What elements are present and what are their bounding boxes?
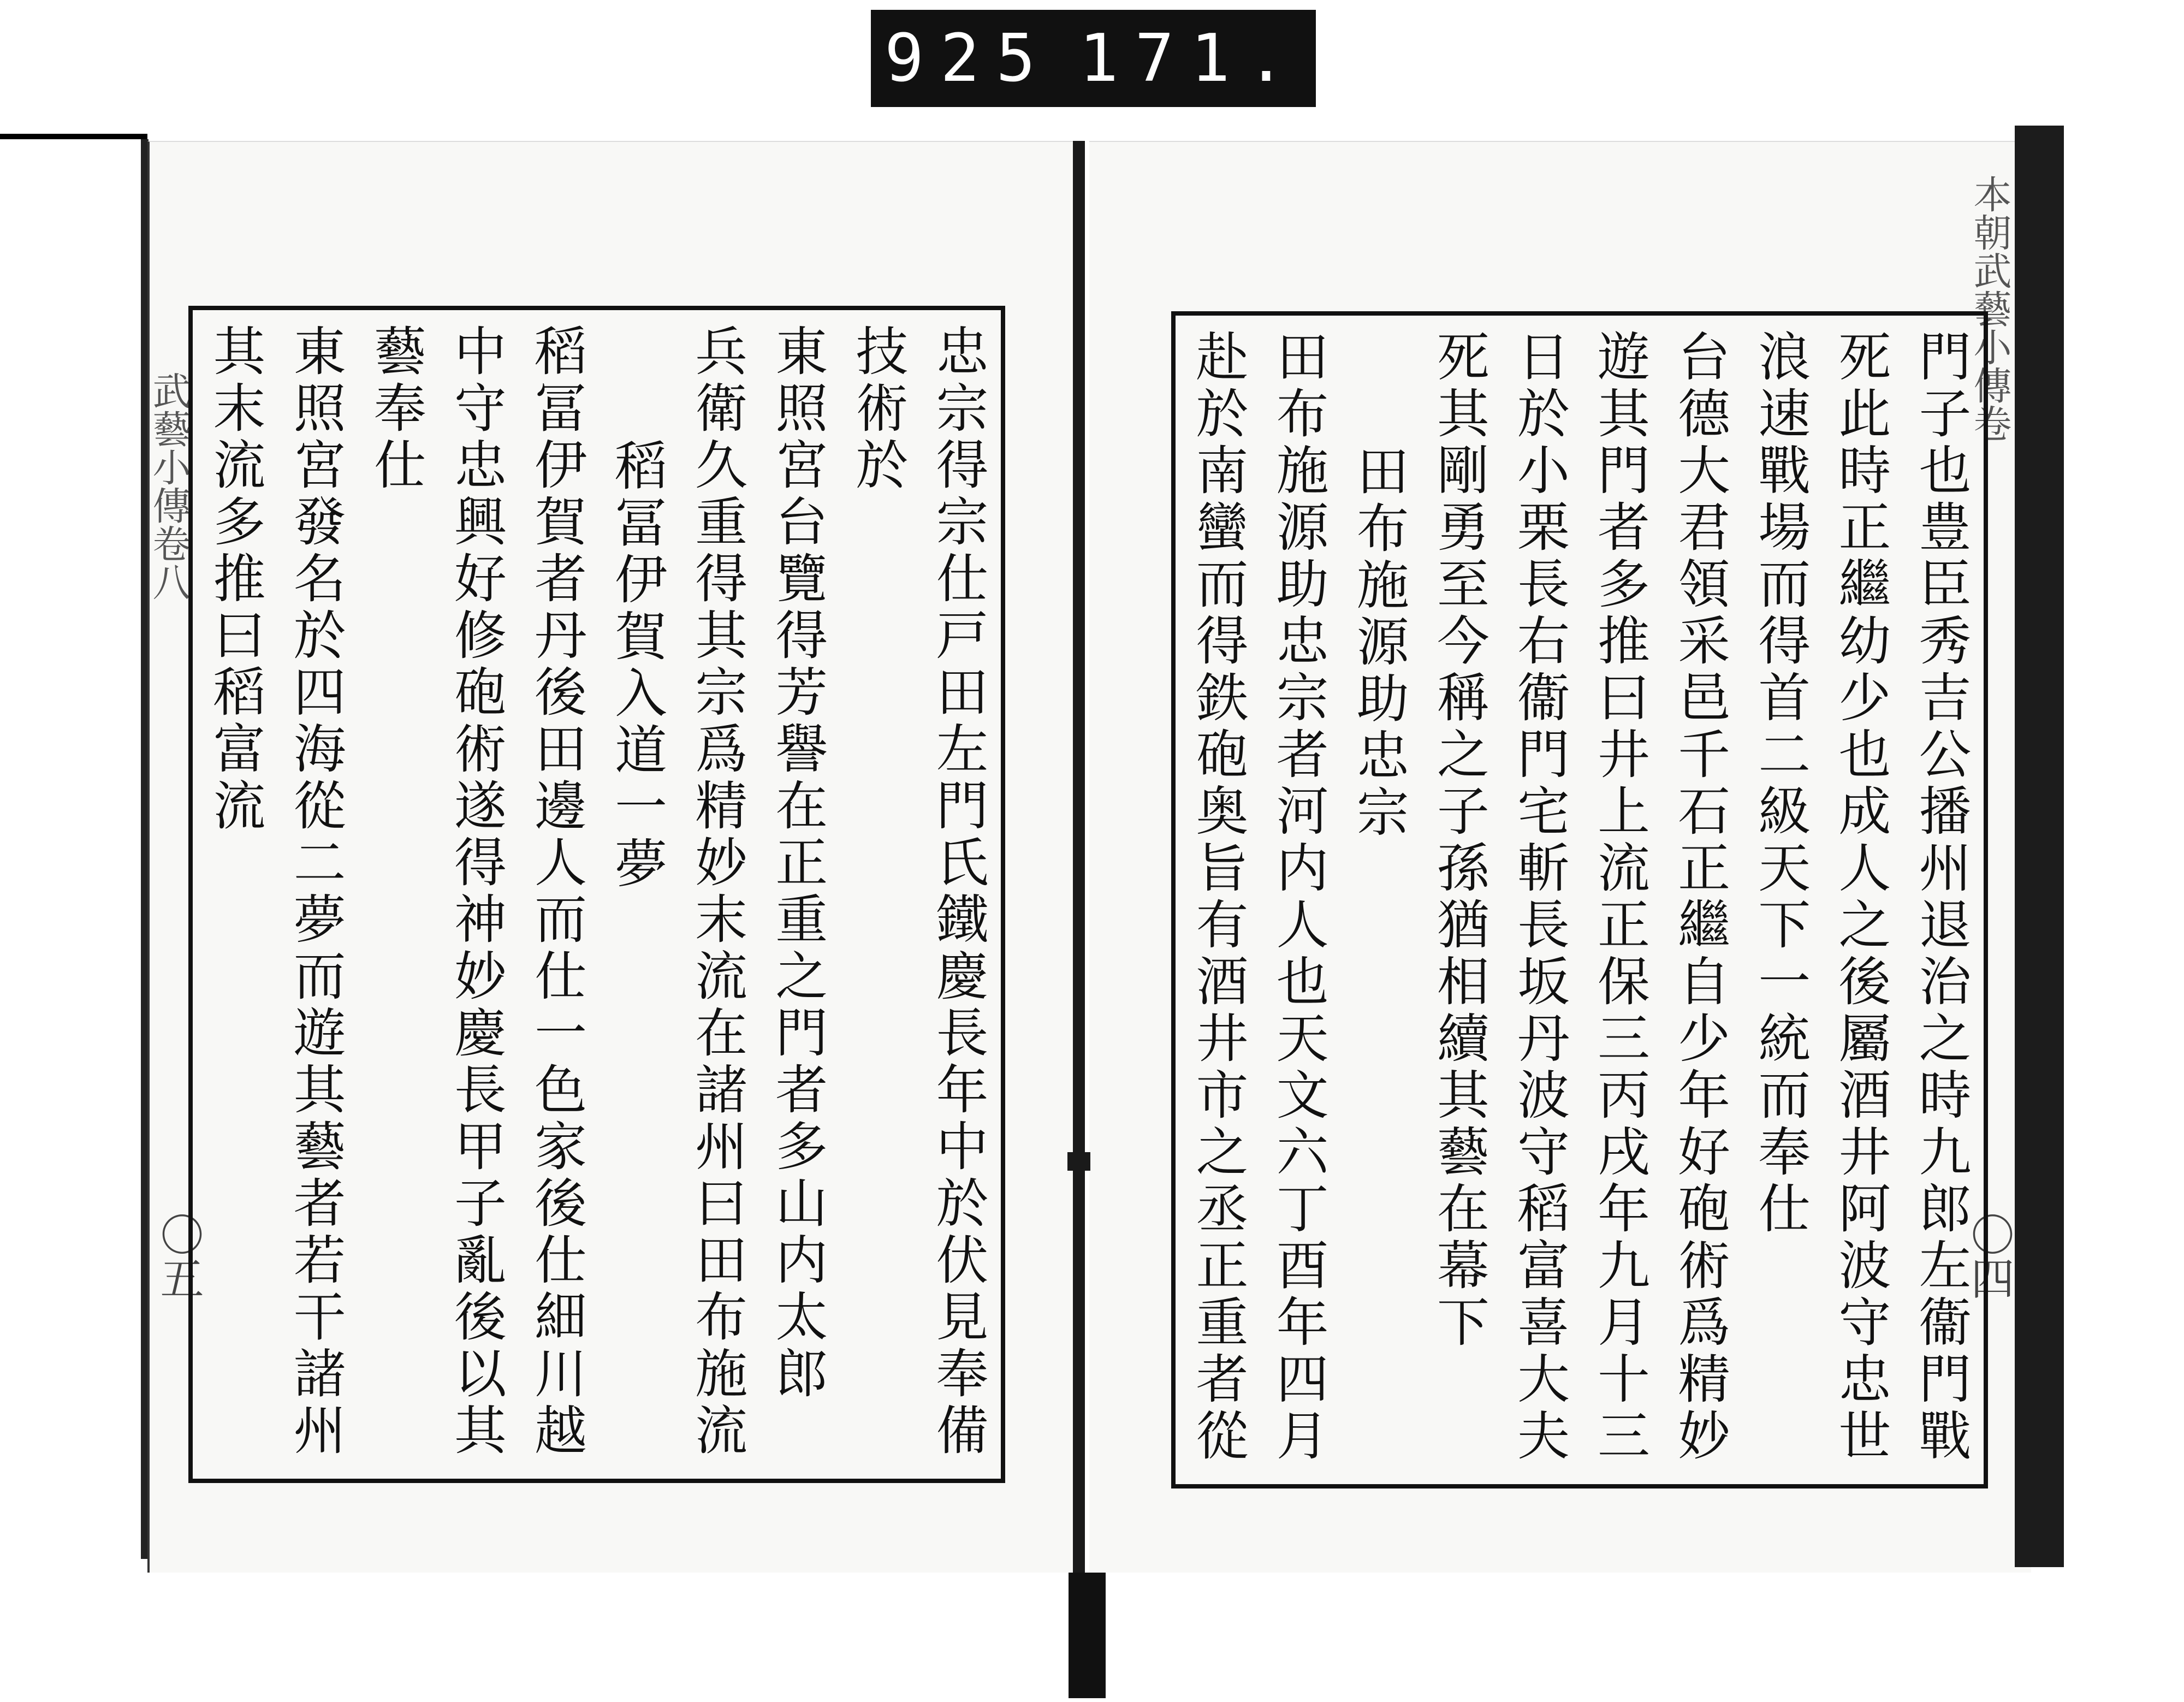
right-columns [1176, 316, 1984, 1484]
left-tab-edge [0, 134, 147, 161]
gutter-knot [1067, 1152, 1090, 1171]
text-column: 浪速戰場而得首二級天下一統而奉仕 [1749, 329, 1811, 1238]
text-column: 門子也豊臣秀吉公播州退治之時九郎左衞門戰 [1910, 329, 1972, 1465]
text-column: 赴於南蠻而得鉄砲奥旨有酒井市之丞正重者從 [1188, 329, 1249, 1465]
text-column: 死此時正繼幼少也成人之後屬酒井阿波守忠世 [1830, 329, 1891, 1465]
text-column: 死其剛勇至今稱之子孫猶相續其藝在幕下 [1428, 329, 1490, 1351]
section-heading: 田布施源助忠宗 [1348, 444, 1410, 841]
left-columns [193, 310, 1001, 1479]
text-column: 田布施源助忠宗者河内人也天文六丁酉年四月 [1268, 329, 1330, 1465]
right-text-frame [1171, 311, 1988, 1488]
text-column: 日於小栗長右衞門宅斬長坂丹波守稻富喜大夫 [1509, 329, 1570, 1465]
text-column: 台德大君領采邑千石正繼自少年好砲術爲精妙 [1669, 329, 1731, 1465]
text-column: 東照宮發名於四海從二夢而遊其藝者若干諸州 [285, 324, 347, 1460]
shelf-mark-label [871, 10, 1316, 107]
text-column: 東照宮台覽得芳譽在正重之門者多山内太郎 [767, 324, 828, 1403]
section-heading: 稻冨伊賀入道一夢 [606, 438, 668, 893]
left-running-head: 武藝小傳卷八 [146, 371, 191, 601]
right-folio: 〇四 [1963, 1212, 2014, 1300]
text-column: 遊其門者多推曰井上流正保三丙戌年九月十三 [1589, 329, 1651, 1465]
right-spine-strip [2015, 126, 2064, 1567]
text-column: 中守忠興好修砲術遂得神妙慶長甲子亂後以其 [446, 324, 507, 1460]
shelf-mark-left: 925 [884, 20, 1052, 97]
left-text-frame [188, 306, 1005, 1483]
gutter-binding [1073, 141, 1085, 1686]
left-folio: 〇五 [153, 1212, 204, 1300]
gutter-base [1069, 1573, 1106, 1698]
text-column: 稻冨伊賀者丹後田邊人而仕一色家後仕細川越 [526, 324, 587, 1460]
text-column: 兵衛久重得其宗爲精妙末流在諸州曰田布施流 [686, 324, 748, 1460]
text-column: 其末流多推曰稻富流 [205, 324, 266, 835]
text-column: 技術於 [847, 324, 909, 494]
shelf-mark-right: 171. [1079, 20, 1303, 97]
text-column: 藝奉仕 [365, 324, 427, 494]
right-running-head: 本朝武藝小傳卷 [1967, 175, 2012, 442]
text-column: 忠宗得宗仕戸田左門氏鐵慶長年中於伏見奉備 [927, 324, 989, 1460]
